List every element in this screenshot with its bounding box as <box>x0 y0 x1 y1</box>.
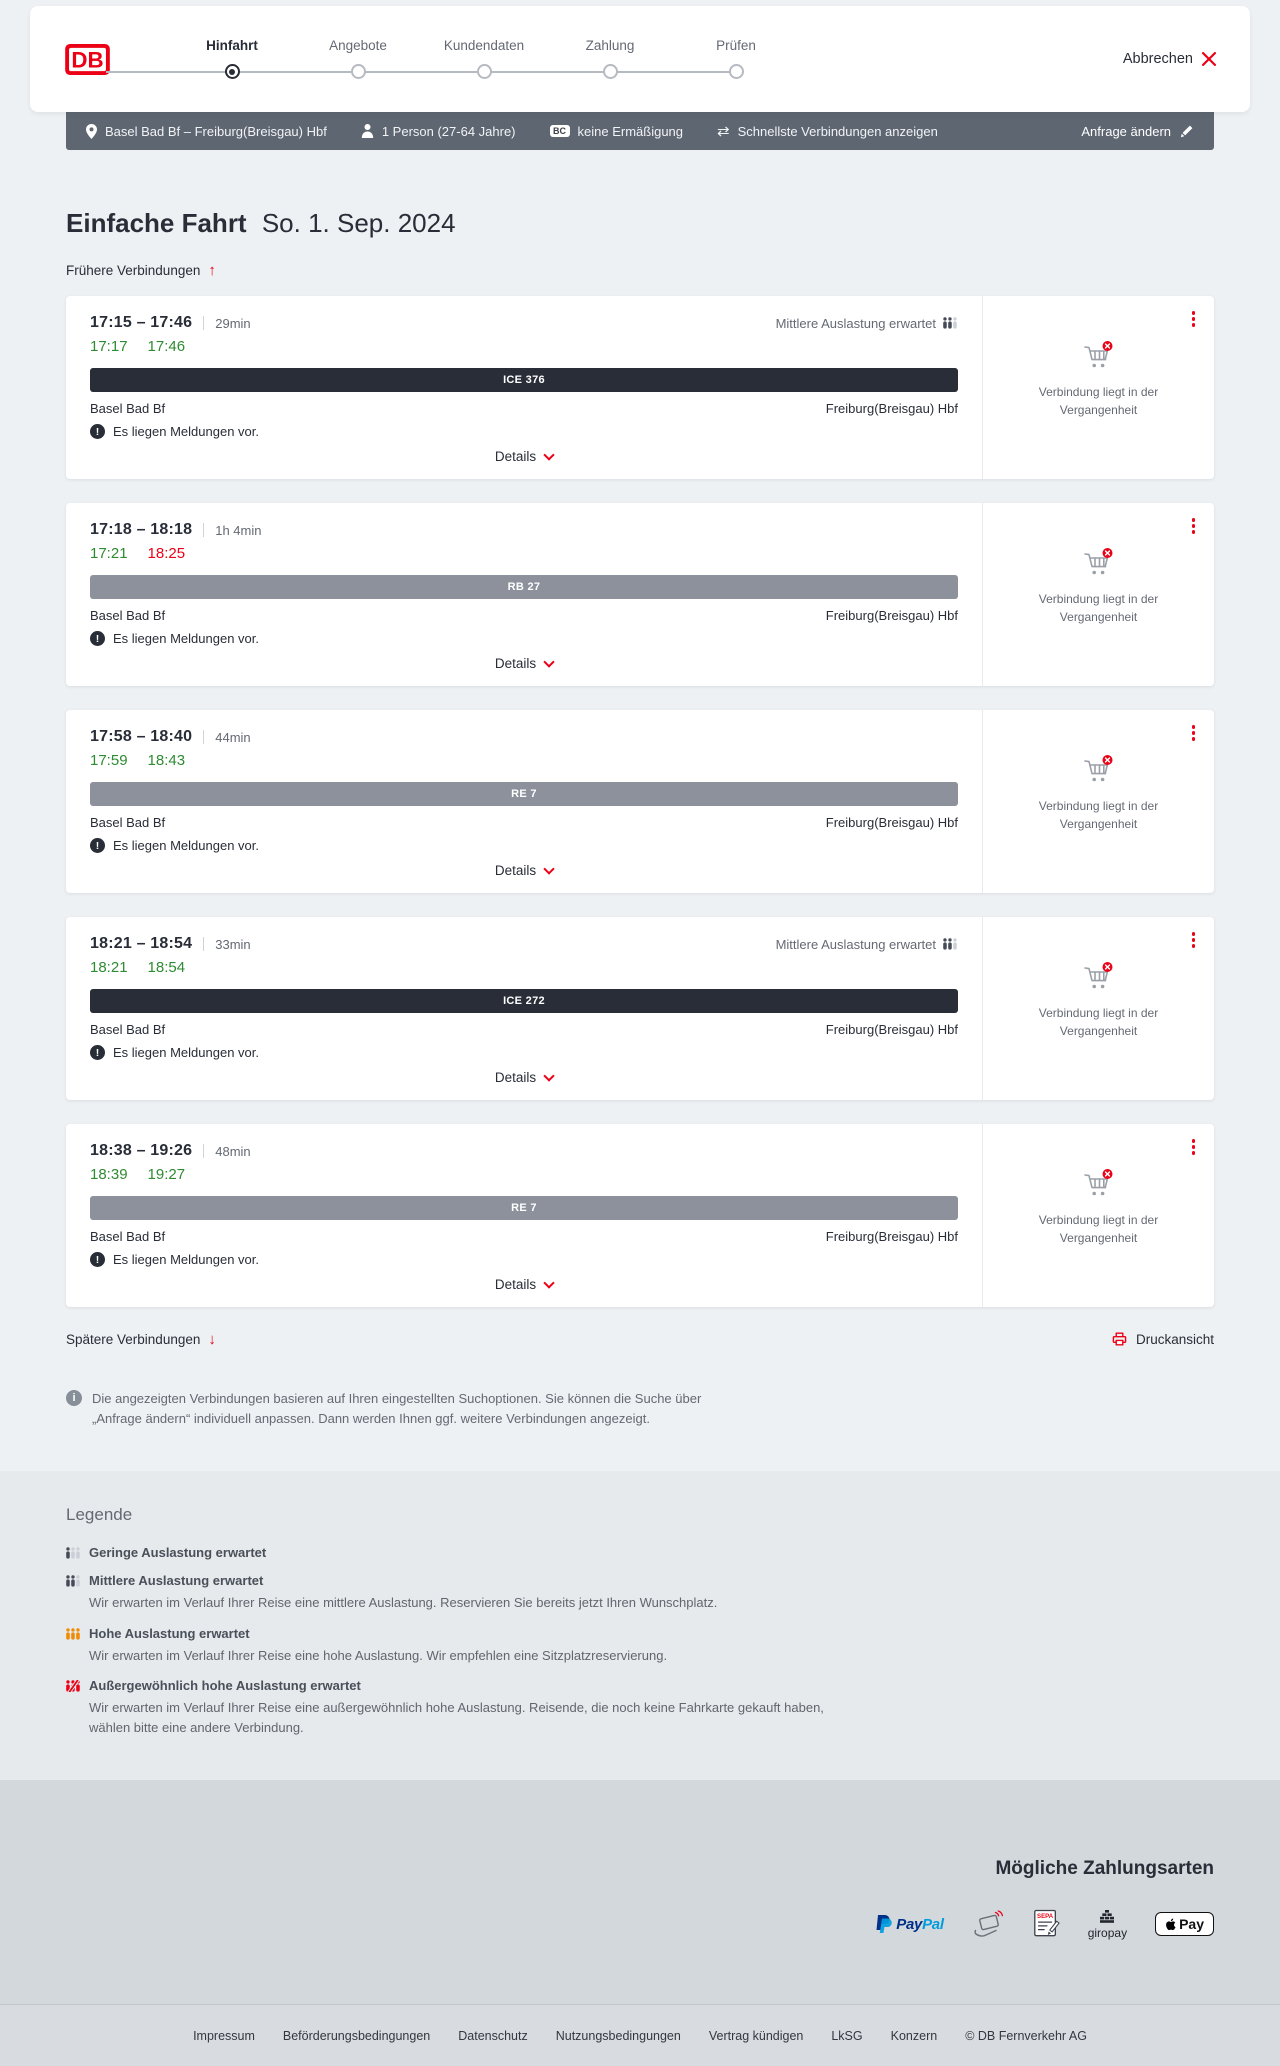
duration: 29min <box>215 315 251 331</box>
person-icon <box>361 124 374 138</box>
duration: 44min <box>215 729 251 745</box>
connection-list <box>66 296 1214 1307</box>
trip-type: Einfache Fahrt <box>66 208 247 238</box>
legend-item-label: Hohe Auslastung erwartet <box>89 1625 250 1641</box>
pencil-icon <box>1180 124 1194 138</box>
cancel-button[interactable] <box>1123 51 1216 67</box>
payment-section <box>0 1780 1280 2004</box>
progress-step-label: Prüfen <box>716 38 756 53</box>
cart-unavailable-icon <box>1082 340 1116 371</box>
alert-icon: ! <box>90 1045 105 1060</box>
past-connection-notice: Verbindung liegt in der Vergangenheit <box>1038 799 1159 831</box>
legend-section <box>0 1471 1280 1780</box>
progress-step-dot <box>477 64 492 79</box>
more-options-button[interactable] <box>1189 515 1199 537</box>
train-label-bar <box>90 989 958 1013</box>
footer-link[interactable]: Datenschutz <box>458 2028 528 2043</box>
legend-item-description: Wir erwarten im Verlauf Ihrer Reise eine außergewöhnlich hohe Auslastung. Reisende, die noch keine Fahrkarte gekauft haben, wählen bitte eine andere Verbindung. <box>89 1700 824 1735</box>
train-label-bar <box>90 575 958 599</box>
duration: 1h 4min <box>215 522 262 538</box>
progress-step-label: Kundendaten <box>443 38 525 53</box>
route-summary: Basel Bad Bf – Freiburg(Breisgau) Hbf <box>86 124 327 139</box>
realtime-arrival: 18:43 <box>147 752 186 769</box>
details-toggle[interactable]: Details <box>495 863 553 878</box>
payment-title: Mögliche Zahlungsarten <box>995 1858 1214 1880</box>
time-range: 17:58 – 18:40 <box>90 728 193 745</box>
later-connections-button[interactable]: Spätere Verbindungen ↓ <box>66 1330 216 1348</box>
occupancy-persons-icon <box>66 1628 81 1640</box>
more-options-button[interactable] <box>1189 722 1199 744</box>
realtime-departure: 17:21 <box>90 545 128 562</box>
realtime-departure: 17:17 <box>90 338 128 355</box>
cart-unavailable-icon <box>1082 754 1116 785</box>
past-connection-notice: Verbindung liegt in der Vergangenheit <box>1038 1006 1159 1038</box>
search-summary-bar <box>66 112 1214 150</box>
progress-step[interactable] <box>295 38 421 80</box>
payment-methods <box>66 1908 1214 1940</box>
connection-card <box>66 503 1214 686</box>
credit-card-logo <box>972 1910 1004 1938</box>
booking-side-panel <box>982 710 1214 893</box>
progress-step-label: Zahlung <box>585 38 635 53</box>
trip-date: So. 1. Sep. 2024 <box>261 208 456 238</box>
realtime-departure: 18:39 <box>90 1166 128 1183</box>
occupancy-label: Mittlere Auslastung erwartet <box>775 315 936 331</box>
legend-item-label: Geringe Auslastung erwartet <box>89 1545 267 1561</box>
footer-link[interactable]: LkSG <box>831 2028 863 2043</box>
details-toggle[interactable]: Details <box>495 449 553 464</box>
alert-icon: ! <box>90 838 105 853</box>
arrival-station: Freiburg(Breisgau) Hbf <box>825 608 958 623</box>
swap-arrows-icon: ⇄ <box>717 122 730 140</box>
progress-step-dot <box>225 64 240 79</box>
occupancy-persons-icon <box>66 1547 81 1559</box>
header <box>30 6 1250 112</box>
chevron-down-icon <box>543 1070 554 1081</box>
duration: 48min <box>215 1143 251 1159</box>
progress-step-dot <box>351 64 366 79</box>
arrival-station: Freiburg(Breisgau) Hbf <box>825 1022 958 1037</box>
progress-step-label: Hinfahrt <box>206 38 258 53</box>
cart-unavailable-icon <box>1082 547 1116 578</box>
arrow-up-icon: ↑ <box>208 262 216 279</box>
printer-icon <box>1112 1331 1127 1347</box>
passenger-summary: 1 Person (27-64 Jahre) <box>361 124 516 139</box>
legend-item-label: Außergewöhnlich hohe Auslastung erwartet <box>89 1678 361 1694</box>
progress-step-dot <box>603 64 618 79</box>
connection-card <box>66 710 1214 893</box>
departure-station: Basel Bad Bf <box>90 1229 166 1244</box>
occupancy-indicator <box>776 316 958 331</box>
messages-notice: ! Es liegen Meldungen vor. <box>90 1045 958 1060</box>
legend-item-description: Wir erwarten im Verlauf Ihrer Reise eine hohe Auslastung. Wir empfehlen eine Sitzplatzreservierung. <box>89 1647 668 1663</box>
page-title <box>66 208 1214 239</box>
realtime-arrival: 19:27 <box>147 1166 186 1183</box>
train-label-bar <box>90 1196 958 1220</box>
cart-unavailable-icon <box>1082 1168 1116 1199</box>
cart-unavailable-icon <box>1082 961 1116 992</box>
bahncard-icon: BC <box>550 125 570 137</box>
time-range: 18:21 – 18:54 <box>90 935 193 952</box>
booking-side-panel <box>982 1124 1214 1307</box>
chevron-down-icon <box>543 656 554 667</box>
arrow-down-icon: ↓ <box>208 1330 216 1348</box>
messages-notice: ! Es liegen Meldungen vor. <box>90 1252 958 1267</box>
realtime-arrival: 17:46 <box>147 338 186 355</box>
arrival-station: Freiburg(Breisgau) Hbf <box>825 815 958 830</box>
paypal-mark-icon <box>875 1914 892 1934</box>
progress-step[interactable] <box>547 38 673 80</box>
progress-step-dot <box>729 64 744 79</box>
fastest-connections-toggle[interactable]: ⇄ Schnellste Verbindungen anzeigen <box>717 122 938 140</box>
occupancy-persons-icon <box>66 1575 81 1587</box>
apple-icon <box>1165 1918 1176 1931</box>
cancel-label: Abbrechen <box>1122 51 1193 67</box>
footer-link[interactable]: Vertrag kündigen <box>708 2028 804 2043</box>
duration: 33min <box>215 936 251 952</box>
copyright: © DB Fernverkehr AG <box>965 2028 1087 2043</box>
legend-item <box>66 1573 1214 1613</box>
train-number: ICE 272 <box>503 995 545 1007</box>
departure-station: Basel Bad Bf <box>90 401 166 416</box>
occupancy-persons-icon <box>943 317 958 329</box>
location-pin-icon <box>86 124 97 139</box>
sepa-document-icon <box>1032 1908 1060 1940</box>
connection-card <box>66 296 1214 479</box>
occupancy-persons-icon <box>943 938 958 950</box>
db-logo[interactable] <box>64 43 111 76</box>
footer-link[interactable]: Impressum <box>193 2028 255 2043</box>
legend-item <box>66 1678 1214 1737</box>
chevron-down-icon <box>543 449 554 460</box>
close-icon <box>1202 52 1216 66</box>
paypal-logo: PayPal <box>875 1914 943 1934</box>
legend-item-description: Wir erwarten im Verlauf Ihrer Reise eine mittlere Auslastung. Reservieren Sie bereits jetzt Ihren Wunschplatz. <box>89 1595 718 1611</box>
chevron-down-icon <box>543 863 554 874</box>
earlier-connections-button[interactable]: Frühere Verbindungen ↑ <box>66 262 216 279</box>
alert-icon: ! <box>90 631 105 646</box>
page <box>0 6 1280 2066</box>
time-range: 17:18 – 18:18 <box>90 521 193 538</box>
footer-link[interactable]: Konzern <box>890 2028 938 2043</box>
past-connection-notice: Verbindung liegt in der Vergangenheit <box>1038 385 1159 417</box>
messages-notice: ! Es liegen Meldungen vor. <box>90 631 958 646</box>
connection-card <box>66 917 1214 1100</box>
messages-notice: ! Es liegen Meldungen vor. <box>90 838 958 853</box>
booking-side-panel <box>982 503 1214 686</box>
realtime-arrival: 18:54 <box>147 959 186 976</box>
footer-link[interactable]: Beförderungsbedingungen <box>282 2028 431 2043</box>
discount-summary: BC keine Ermäßigung <box>550 124 684 139</box>
progress-steps <box>169 38 799 80</box>
train-label-bar <box>90 368 958 392</box>
legend-item-label: Mittlere Auslastung erwartet <box>89 1573 264 1589</box>
giropay-logo: giropay <box>1088 1910 1127 1939</box>
results-main <box>66 208 1214 1471</box>
sepa-logo <box>1032 1908 1060 1940</box>
db-logo-icon <box>64 43 111 76</box>
legend-item <box>66 1626 1214 1666</box>
more-options-button[interactable] <box>1189 1136 1199 1158</box>
svg-text:DB: DB <box>71 46 104 72</box>
train-label-bar <box>90 782 958 806</box>
occupancy-persons-icon <box>66 1680 81 1692</box>
legend-item <box>66 1545 1214 1560</box>
departure-station: Basel Bad Bf <box>90 608 166 623</box>
alert-icon: ! <box>90 1252 105 1267</box>
details-toggle[interactable]: Details <box>495 1277 553 1292</box>
progress-step[interactable] <box>421 38 547 80</box>
train-number: ICE 376 <box>503 374 545 386</box>
departure-station: Basel Bad Bf <box>90 815 166 830</box>
credit-card-hand-icon <box>972 1910 1004 1938</box>
booking-side-panel <box>982 296 1214 479</box>
apple-pay-logo: Pay <box>1155 1912 1214 1936</box>
print-view-button[interactable]: Druckansicht <box>1112 1331 1214 1347</box>
realtime-departure: 18:21 <box>90 959 128 976</box>
realtime-departure: 17:59 <box>90 752 128 769</box>
occupancy-label: Mittlere Auslastung erwartet <box>775 936 936 952</box>
more-options-button[interactable] <box>1189 308 1199 330</box>
svg-text:SEPA: SEPA <box>1036 1914 1053 1921</box>
arrival-station: Freiburg(Breisgau) Hbf <box>825 1229 958 1244</box>
details-toggle[interactable]: Details <box>495 1070 553 1085</box>
messages-notice: ! Es liegen Meldungen vor. <box>90 424 958 439</box>
train-number: RE 7 <box>511 788 537 800</box>
info-icon: i <box>66 1390 82 1406</box>
connection-card <box>66 1124 1214 1307</box>
progress-step[interactable] <box>169 38 295 80</box>
alert-icon: ! <box>90 424 105 439</box>
train-number: RE 7 <box>511 1202 537 1214</box>
past-connection-notice: Verbindung liegt in der Vergangenheit <box>1038 1213 1159 1245</box>
arrival-station: Freiburg(Breisgau) Hbf <box>825 401 958 416</box>
past-connection-notice: Verbindung liegt in der Vergangenheit <box>1038 592 1159 624</box>
time-range: 17:15 – 17:46 <box>90 314 193 331</box>
progress-step-label: Angebote <box>329 38 387 53</box>
chevron-down-icon <box>543 1277 554 1288</box>
progress-step[interactable] <box>673 38 799 80</box>
edit-request-button[interactable]: Anfrage ändern <box>1081 124 1194 139</box>
departure-station: Basel Bad Bf <box>90 1022 166 1037</box>
more-options-button[interactable] <box>1189 929 1199 951</box>
search-options-note: i Die angezeigten Verbindungen basieren auf Ihren eingestellten Suchoptionen. Sie können die Suche über „Anfrage ändern“ individuell anpassen. Dann werden Ihnen ggf. weitere Verbindungen angezeigt. <box>66 1389 1214 1471</box>
realtime-arrival: 18:25 <box>147 545 186 562</box>
booking-side-panel <box>982 917 1214 1100</box>
footer <box>0 2004 1280 2066</box>
time-range: 18:38 – 19:26 <box>90 1142 193 1159</box>
details-toggle[interactable]: Details <box>495 656 553 671</box>
footer-link[interactable]: Nutzungsbedingungen <box>555 2028 681 2043</box>
train-number: RB 27 <box>507 581 541 593</box>
legend-title: Legende <box>66 1505 133 1525</box>
legend-items <box>66 1545 1214 1737</box>
occupancy-indicator <box>776 937 958 952</box>
giropay-building-icon <box>1097 1910 1117 1925</box>
